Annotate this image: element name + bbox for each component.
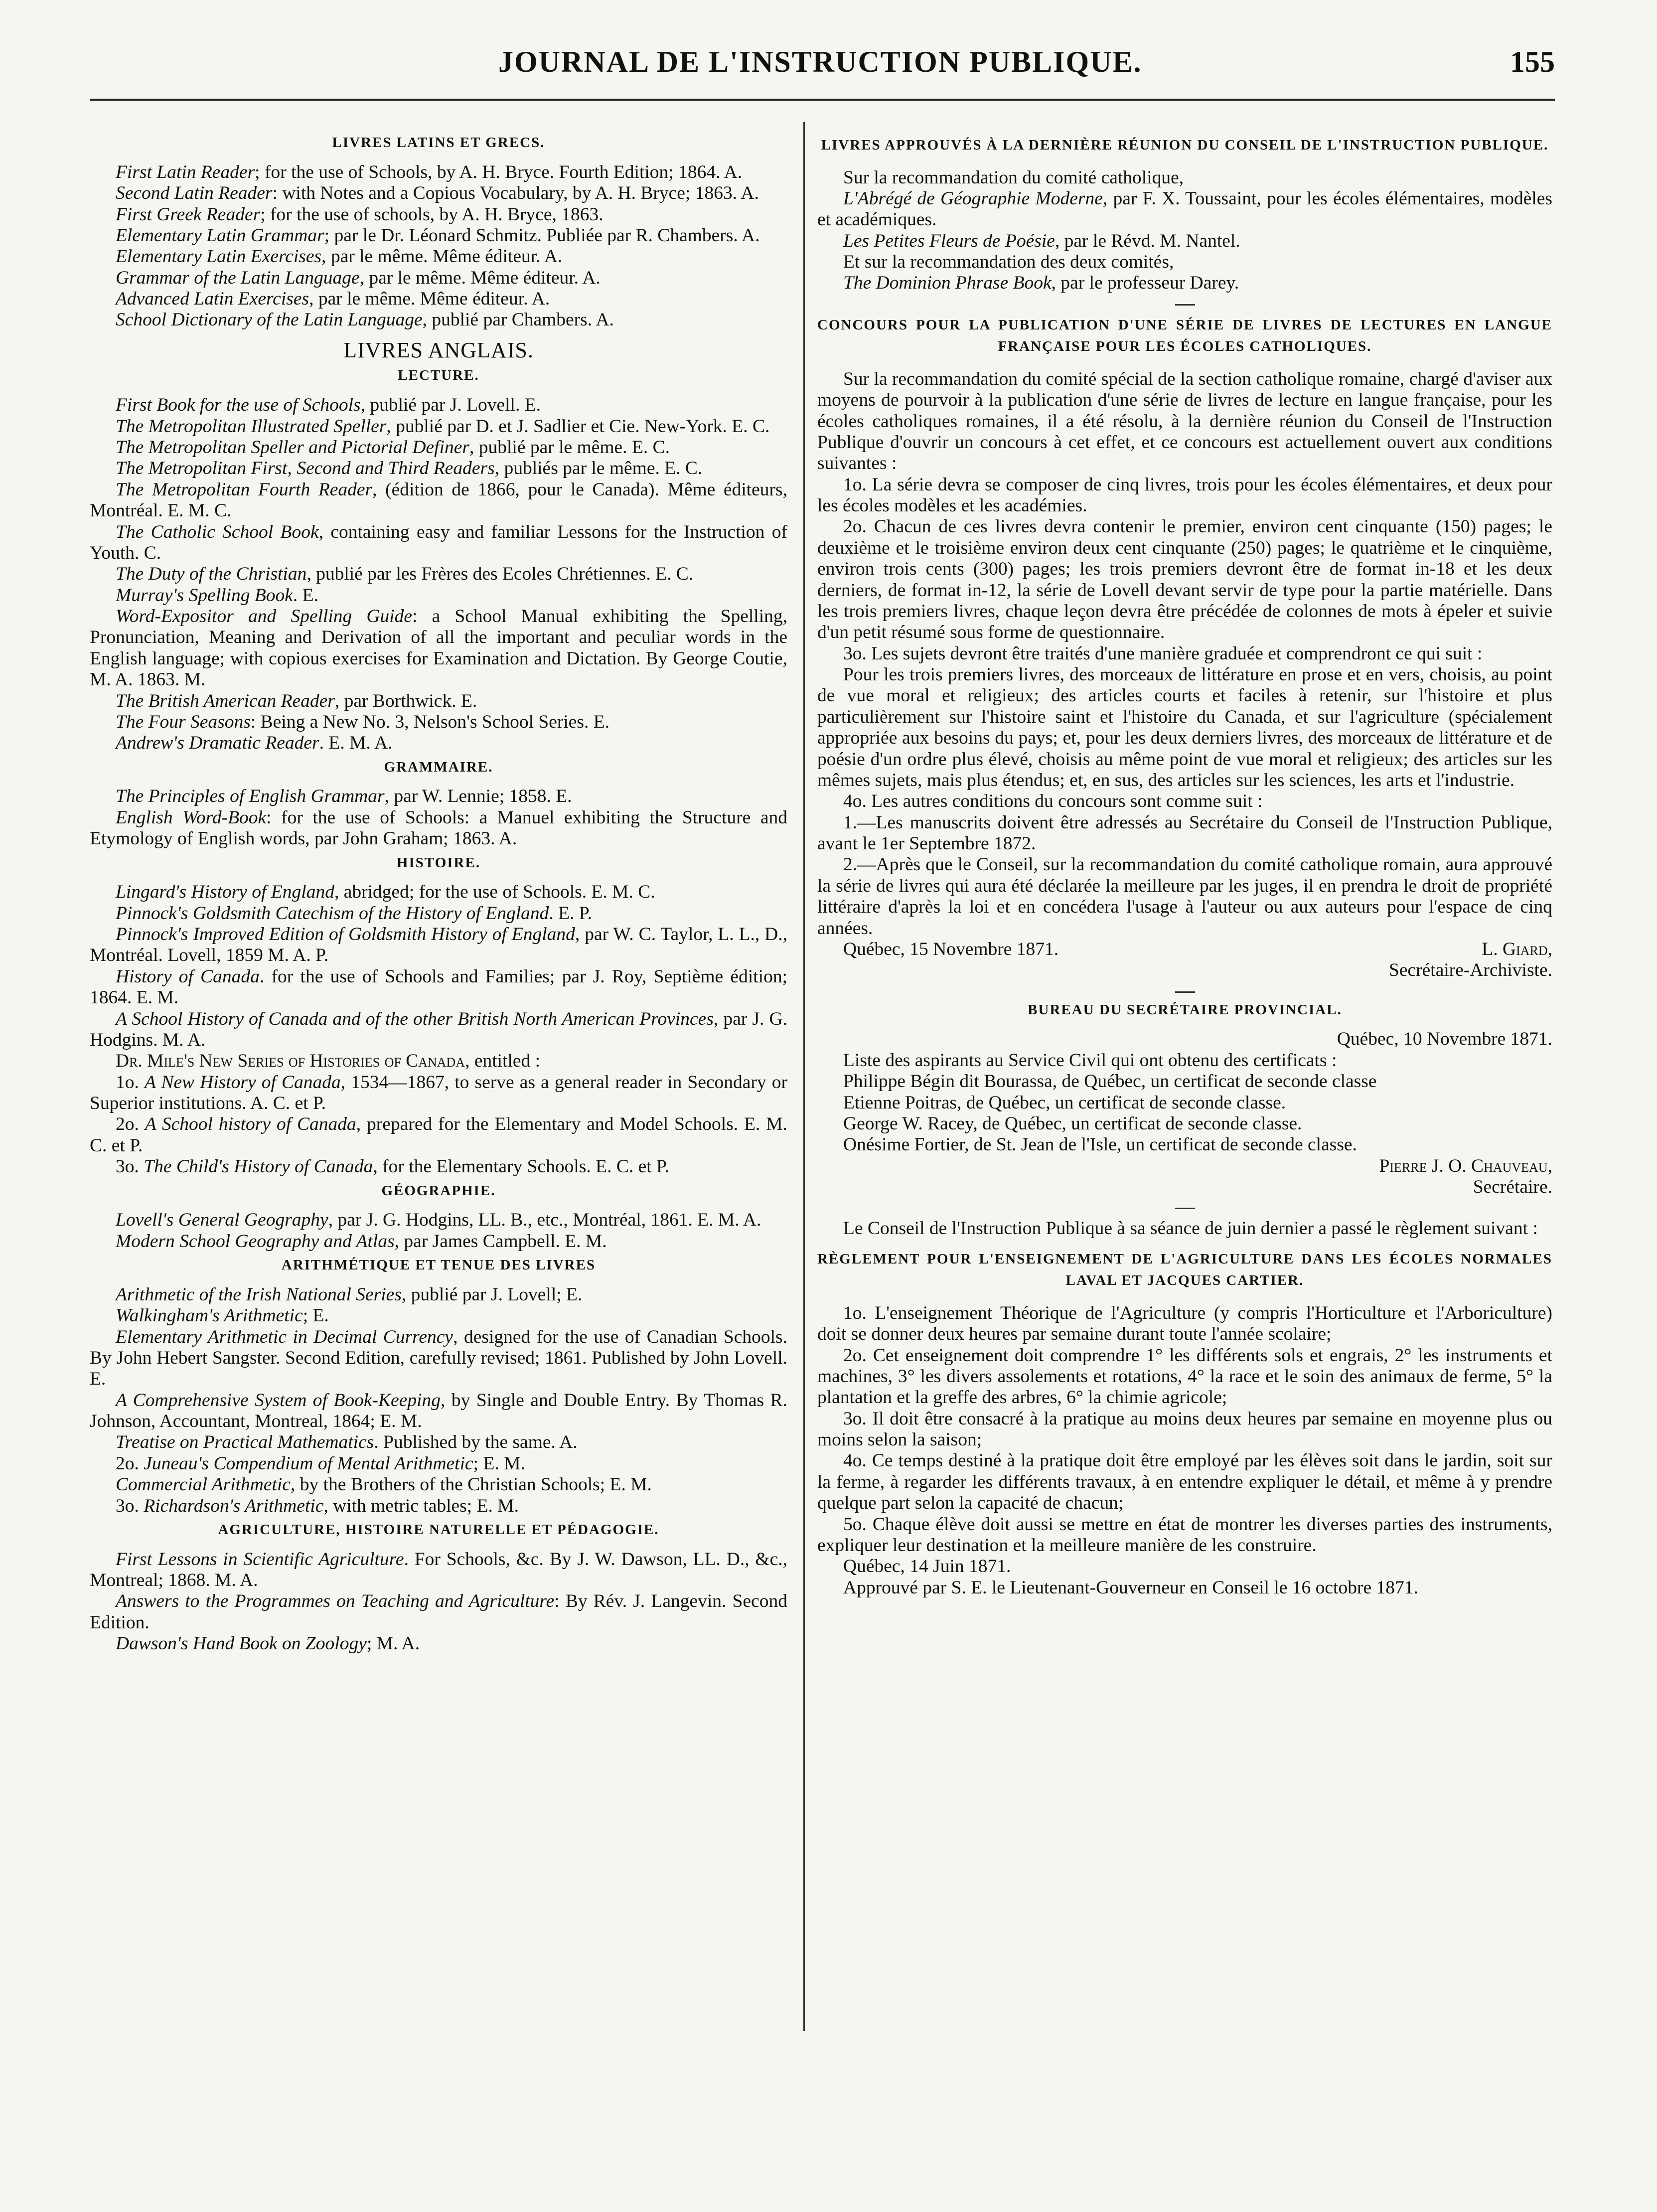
histoire-heading: HISTOIRE.: [396, 854, 481, 871]
signer-title: Secrétaire.: [1473, 1177, 1552, 1198]
geographie-list: [90, 1210, 787, 1252]
page-number: 155: [1510, 45, 1555, 78]
list-item: Pinnock's Improved Edition of Goldsmith History of England, par W. C. Taylor, L. L., D., Montréal. Lovell, 1859 M. A. P.: [90, 924, 787, 966]
paragraph: 1o. La série devra se composer de cinq livres, trois pour les écoles élémentaires, et deux pour les écoles modèles et les académies.: [817, 474, 1552, 516]
list-item: The Metropolitan First, Second and Third Readers, publiés par le même. E. C.: [116, 458, 703, 479]
list-item: History of Canada. for the use of Schools and Families; par J. Roy, Septième édition; 1864. E. M.: [90, 966, 787, 1008]
list-item: Lovell's General Geography, par J. G. Hodgins, LL. B., etc., Montréal, 1861. E. M. A.: [116, 1210, 761, 1231]
paragraph: The Dominion Phrase Book, par le professeur Darey.: [843, 273, 1239, 294]
paragraph: Liste des aspirants au Service Civil qui ont obtenu des certificats :: [843, 1050, 1337, 1071]
list-item: Onésime Fortier, de St. Jean de l'Isle, un certificat de seconde classe.: [843, 1134, 1357, 1155]
list-item: 2o. Juneau's Compendium of Mental Arithmetic; E. M.: [116, 1453, 525, 1474]
grammaire-heading: GRAMMAIRE.: [384, 759, 493, 775]
list-item: Andrew's Dramatic Reader. E. M. A.: [116, 733, 393, 754]
paragraph: Sur la recommandation du comité spécial de la section catholique romaine, chargé d'aviser aux moyens de pourvoir à la publication d'une série de livres de lecture en langue française, pour les écoles catholiques romaines, il a été résolu, à la dernière réunion du Conseil de l'Instruction Publique d'ouvrir un concours à cet effet, et ce concours est actuellement ouvert aux conditions suivantes :: [817, 368, 1552, 474]
paragraph: 2o. Chacun de ces livres devra contenir le premier, environ cent cinquante (150) pages; le deuxième et le troisième environ deux cent cinquante (250) pages; le quatrième et le cinquième, environ trois cents (300) pages; les trois premiers devront être de format in-18 et les deux derniers, de format in-12, la série de Lovell devant servir de type pour la partie matérielle. Dans les trois premiers livres, chaque leçon devra être précédée de colonnes de mots à épeler et suivie d'un petit résumé sous forme de questionnaire.: [817, 516, 1552, 643]
list-item: Answers to the Programmes on Teaching and Agriculture: By Rév. J. Langevin. Second Edition.: [90, 1591, 787, 1633]
latin-list: [90, 162, 787, 331]
list-item: Philippe Bégin dit Bourassa, de Québec, un certificat de seconde classe: [843, 1071, 1377, 1092]
lecture-list: [90, 395, 787, 754]
list-item: 3o. The Child's History of Canada, for the Elementary Schools. E. C. et P.: [116, 1156, 670, 1177]
list-item: The Metropolitan Fourth Reader, (édition de 1866, pour le Canada). Même éditeurs, Montréal. E. M. C.: [90, 479, 788, 521]
geographie-heading: GÉOGRAPHIE.: [381, 1182, 496, 1199]
signer-title: Secrétaire-Archiviste.: [1389, 960, 1552, 981]
paragraph: 3o. Il doit être consacré à la pratique au moins deux heures par semaine en moyenne plus ou moins selon la saison;: [817, 1408, 1552, 1450]
agriculture-heading: AGRICULTURE, HISTOIRE NATURELLE ET PÉDAGOGIE.: [218, 1521, 659, 1538]
list-item: Arithmetic of the Irish National Series, publié par J. Lovell; E.: [116, 1284, 583, 1305]
list-item: Grammar of the Latin Language, par le même. Même éditeur. A.: [116, 267, 601, 288]
paragraph: 4o. Ce temps destiné à la pratique doit être employé par les élèves soit dans le jardin, soit sur la ferme, à regarder les différents travaux, à en entendre expliquer le détail, et même à y prendre quelque part selon la capacité de chacun;: [817, 1450, 1552, 1514]
column-divider: [803, 122, 805, 2031]
right-column: [817, 130, 1552, 1598]
list-item: Elementary Latin Exercises, par le même. Même éditeur. A.: [116, 246, 563, 267]
list-item: Advanced Latin Exercises, par le même. Même éditeur. A.: [116, 289, 550, 310]
list-item: 3o. Richardson's Arithmetic, with metric tables; E. M.: [116, 1495, 519, 1516]
list-item: The Duty of the Christian, publié par les Frères des Ecoles Chrétiennes. E. C.: [116, 564, 694, 585]
signer-name: L. Giard,: [1482, 939, 1552, 959]
list-item: The Metropolitan Illustrated Speller, publié par D. et J. Sadlier et Cie. New-York. E. C.: [116, 416, 770, 437]
concours-date: Québec, 15 Novembre 1871.: [843, 939, 1059, 959]
list-item: Elementary Latin Grammar; par le Dr. Léonard Schmitz. Publiée par R. Chambers. A.: [116, 225, 760, 246]
journal-title: JOURNAL DE L'INSTRUCTION PUBLIQUE.: [498, 45, 1142, 78]
grammaire-list: [90, 786, 787, 849]
paragraph: Québec, 14 Juin 1871.: [843, 1556, 1011, 1577]
bureau-heading: BUREAU DU SECRÉTAIRE PROVINCIAL.: [1028, 1001, 1342, 1018]
approuves-heading: LIVRES APPROUVÉS À LA DERNIÈRE RÉUNION DU CONSEIL DE L'INSTRUCTION PUBLIQUE.: [821, 137, 1549, 153]
list-item: Walkingham's Arithmetic; E.: [116, 1305, 329, 1326]
paragraph: 1.—Les manuscrits doivent être adressés au Secrétaire du Conseil de l'Instruction Publique, avant le 1er Septembre 1872.: [817, 812, 1552, 854]
list-item: A Comprehensive System of Book-Keeping, by Single and Double Entry. By Thomas R. Johnson, Accountant, Montreal, 1864; E. M.: [90, 1390, 787, 1432]
list-item: A School History of Canada and of the other British North American Provinces, par J. G. Hodgins. M. A.: [90, 1008, 788, 1050]
page-header: [90, 45, 1555, 105]
list-item: George W. Racey, de Québec, un certificat de seconde classe.: [843, 1113, 1302, 1134]
list-item: School Dictionary of the Latin Language, publié par Chambers. A.: [116, 310, 614, 330]
paragraph: Approuvé par S. E. le Lieutenant-Gouverneur en Conseil le 16 octobre 1871.: [843, 1577, 1418, 1598]
list-item: Modern School Geography and Atlas, par James Campbell. E. M.: [116, 1231, 607, 1252]
left-column: [90, 130, 787, 1655]
list-item: Second Latin Reader: with Notes and a Copious Vocabulary, by A. H. Bryce; 1863. A.: [116, 183, 759, 204]
list-item: Commercial Arithmetic, by the Brothers of the Christian Schools; E. M.: [116, 1474, 652, 1495]
signer-name: Pierre J. O. Chauveau,: [1379, 1155, 1552, 1176]
dateline: [817, 939, 1552, 960]
paragraph: 1o. L'enseignement Théorique de l'Agriculture (y compris l'Horticulture et l'Arboriculture) doit se donner deux heures par semaine durant toute l'année scolaire;: [817, 1302, 1552, 1345]
paragraph: Sur la recommandation du comité catholique,: [843, 167, 1184, 188]
list-item: First Book for the use of Schools, publié par J. Lovell. E.: [116, 395, 541, 416]
list-item: Treatise on Practical Mathematics. Published by the same. A.: [116, 1432, 578, 1453]
paragraph: 4o. Les autres conditions du concours sont comme suit :: [843, 791, 1263, 812]
list-item: Word-Expositor and Spelling Guide: a School Manual exhibiting the Spelling, Pronunciation, Meaning and Derivation of all the important and peculiar words in the English language; with copious exercises for Examination and Dictation. By George Coutie, M. A. 1863. M.: [90, 606, 788, 690]
paragraph: 2o. Cet enseignement doit comprendre 1° les différents sols et engrais, 2° les instruments et machines, 3° les divers assolements et rotations, 4° la race et le soin des animaux de ferme, 5° la plantation et la greffe des arbres, 6° la chimie agricole;: [817, 1345, 1552, 1408]
paragraph: 2.—Après que le Conseil, sur la recommandation du comité catholique romain, aura approuvé la série de livres qui aura été déclarée la meilleure par les juges, il en prendra le droit de propriété littéraire d'après la loi et en concédera l'usage à l'auteur ou aux auteurs pour l'espace de cinq années.: [817, 854, 1552, 939]
list-item: First Latin Reader; for the use of Schools, by A. H. Bryce. Fourth Edition; 1864. A.: [116, 161, 743, 182]
paragraph: 3o. Les sujets devront être traités d'une manière graduée et comprendront ce qui suit :: [843, 643, 1483, 664]
list-item: Dr. Mile's New Series of Histories of Canada, entitled :: [116, 1051, 541, 1072]
latin-heading: LIVRES LATINS ET GRECS.: [332, 135, 545, 151]
list-item: First Greek Reader; for the use of schools, by A. H. Bryce, 1863.: [116, 204, 603, 225]
list-item: 2o. A School history of Canada, prepared for the Elementary and Model Schools. E. M. C. et P.: [90, 1114, 787, 1156]
list-item: The British American Reader, par Borthwick. E.: [116, 690, 477, 711]
lecture-heading: LECTURE.: [398, 367, 479, 384]
bureau-date: Québec, 10 Novembre 1871.: [1337, 1029, 1552, 1050]
arithmetique-list: [90, 1284, 787, 1517]
list-item: The Principles of English Grammar, par W. Lennie; 1858. E.: [116, 786, 572, 807]
list-item: 1o. A New History of Canada, 1534—1867, to serve as a general reader in Secondary or Superior institutions. A. C. et P.: [90, 1072, 787, 1114]
paragraph: L'Abrégé de Géographie Moderne, par F. X. Toussaint, pour les écoles élémentaires, modèles et académiques.: [817, 188, 1552, 230]
section-divider: [1175, 991, 1195, 993]
paragraph: Les Petites Fleurs de Poésie, par le Révd. M. Nantel.: [843, 230, 1240, 251]
concours-heading: CONCOURS POUR LA PUBLICATION D'UNE SÉRIE DE LIVRES DE LECTURES EN LANGUE FRANÇAISE POUR LES ÉCOLES CATHOLIQUES.: [817, 316, 1552, 355]
list-item: The Four Seasons: Being a New No. 3, Nelson's School Series. E.: [116, 711, 610, 732]
paragraph: Le Conseil de l'Instruction Publique à sa séance de juin dernier a passé le règlement suivant :: [843, 1218, 1538, 1239]
list-item: Etienne Poitras, de Québec, un certificat de seconde classe.: [843, 1092, 1286, 1113]
paragraph: 5o. Chaque élève doit aussi se mettre en état de montrer les diverses parties des instruments, expliquer leur destination et la meilleure manière de les construire.: [817, 1514, 1552, 1556]
list-item: Elementary Arithmetic in Decimal Currency, designed for the use of Canadian Schools. By John Hebert Sangster. Second Edition, carefully revised; 1861. Published by John Lovell. E.: [90, 1326, 787, 1390]
list-item: First Lessons in Scientific Agriculture. For Schools, &c. By J. W. Dawson, LL. D., &c., Montreal; 1868. M. A.: [90, 1549, 787, 1591]
section-divider: [1175, 304, 1195, 306]
list-item: Murray's Spelling Book. E.: [116, 585, 318, 606]
paragraph: Pour les trois premiers livres, des morceaux de littérature en prose et en vers, choisis, au point de vue moral et religieux; des articles courts et faciles à retenir, sur l'histoire et plus particulièrement sur l'histoire saint et l'histoire du Canada, et sur l'agriculture (spécialement appropriée aux besoins du pays; et, pour les deux derniers livres, des morceaux de littérature et de poésie d'un ordre plus élevé, choisis au même point de vue moral et religieux; des articles sur les mêmes sujets, mais plus étendus; et, en sus, des articles sur les sciences, les arts et l'industrie.: [817, 664, 1552, 790]
arithmetique-heading: ARITHMÉTIQUE ET TENUE DES LIVRES: [281, 1257, 596, 1273]
histoire-list: [90, 882, 787, 1177]
section-divider: [1175, 1208, 1195, 1209]
list-item: Pinnock's Goldsmith Catechism of the History of England. E. P.: [116, 903, 592, 924]
list-item: Dawson's Hand Book on Zoology; M. A.: [116, 1633, 420, 1654]
paragraph: Et sur la recommandation des deux comités,: [843, 252, 1174, 272]
list-item: English Word-Book: for the use of Schools: a Manuel exhibiting the Structure and Etymology of English words, par John Graham; 1863. A.: [90, 807, 787, 849]
list-item: The Metropolitan Speller and Pictorial Definer, publié par le même. E. C.: [116, 437, 670, 458]
agriculture-list: [90, 1549, 787, 1655]
list-item: The Catholic School Book, containing easy and familiar Lessons for the Instruction of Youth. C.: [90, 521, 787, 563]
header-rule: [90, 99, 1555, 101]
reglement-heading: RÈGLEMENT POUR L'ENSEIGNEMENT DE L'AGRICULTURE DANS LES ÉCOLES NORMALES LAVAL ET JACQUES CARTIER.: [817, 1251, 1552, 1289]
list-item: Lingard's History of England, abridged; for the use of Schools. E. M. C.: [116, 882, 655, 903]
anglais-heading: LIVRES ANGLAIS.: [343, 337, 534, 362]
